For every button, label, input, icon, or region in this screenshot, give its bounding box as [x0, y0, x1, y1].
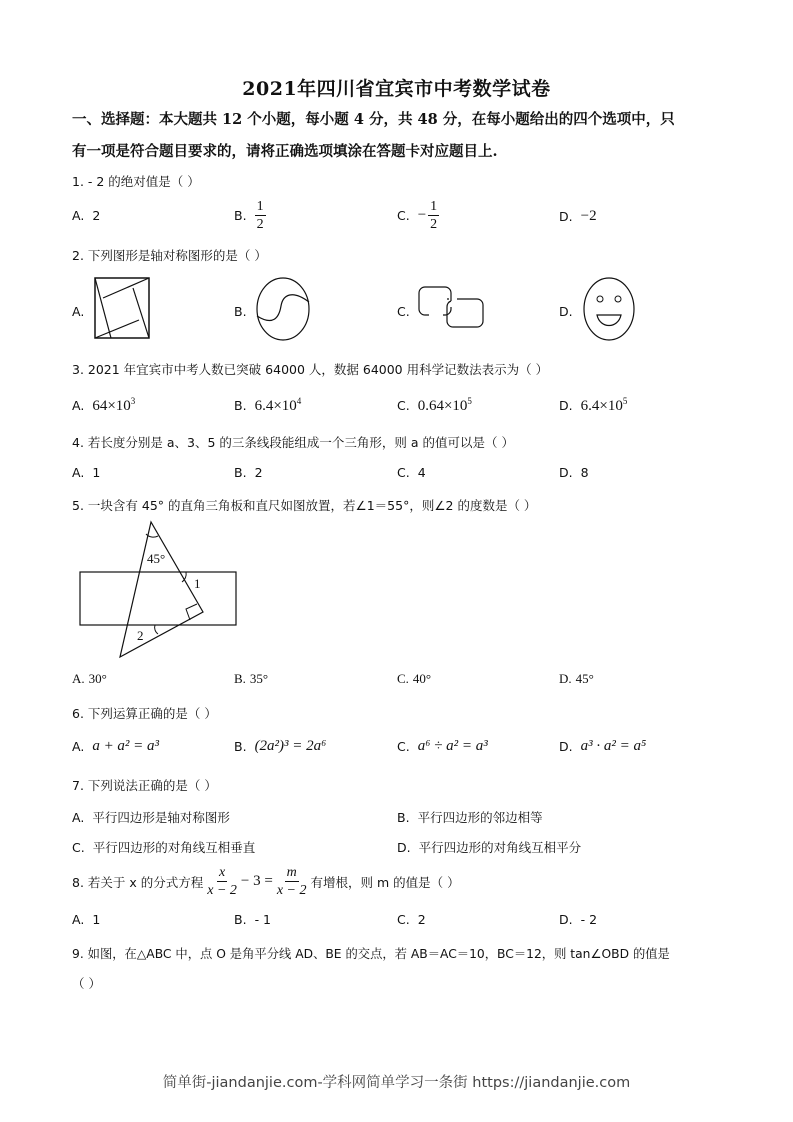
q6-option-d [559, 738, 646, 755]
stem-middle: − 3 = [240, 873, 273, 889]
option-label: B. [234, 208, 247, 223]
q5-option-a [72, 671, 107, 687]
q1-option-a [72, 208, 100, 223]
yin-yang-circle-figure [255, 276, 311, 342]
fraction-left [207, 864, 237, 899]
option-label: D. [559, 209, 573, 224]
question-3-stem: 3. 2021 年宜宾市中考人数已突破 64000 人，数据 64000 用科学记数法表示为（ ） [72, 362, 549, 377]
option-base: 6.4×10 [580, 398, 623, 414]
option-label: D. [559, 912, 573, 927]
question-1-stem: 1. - 2 的绝对值是（ ） [72, 174, 200, 189]
option-label: B. [234, 912, 247, 927]
option-label: C. [397, 671, 409, 686]
triangle-ruler-figure [78, 520, 240, 665]
q6-option-b [234, 738, 326, 755]
option-value: (2a²)³ = 2a⁶ [254, 738, 327, 754]
page-title: 2021年四川省宜宾市中考数学试卷 [242, 78, 551, 100]
square-pinwheel-figure [93, 276, 153, 340]
option-value: 2 [417, 912, 426, 927]
section-heading-line2: 有一项是符合题目要求的，请将正确选项填涂在答题卡对应题目上. [72, 143, 498, 160]
q8-option-a [72, 912, 100, 927]
option-exponent: 5 [467, 396, 472, 406]
q4-option-c [397, 465, 426, 480]
denominator: 2 [430, 217, 438, 232]
question-5-stem: 5. 一块含有 45° 的直角三角板和直尺如图放置，若∠1＝55°，则∠2 的度数是（ ） [72, 498, 537, 513]
option-value: 2 [92, 208, 101, 223]
option-label: D. [397, 839, 411, 855]
fraction [255, 198, 266, 233]
q7-option-a [72, 808, 230, 826]
q1-option-b [234, 198, 266, 233]
option-exponent: 5 [622, 396, 628, 406]
option-value: 8 [580, 465, 589, 480]
section-heading-line1: 一、选择题：本大题共 12 个小题，每小题 4 分，共 48 分，在每小题给出的四个选项中，只 [72, 111, 675, 128]
option-value: 1 [92, 912, 101, 927]
q8-option-b [234, 912, 271, 927]
option-base: 64×10 [92, 398, 131, 414]
q6-option-a [72, 738, 159, 755]
fraction-right [277, 864, 307, 899]
option-label: D. [559, 398, 573, 413]
option-label: C. [72, 839, 85, 855]
option-value: 2 [254, 465, 263, 480]
option-label: D. [559, 739, 573, 754]
option-label: A. [72, 465, 85, 480]
stem-prefix: 8. 若关于 x 的分式方程 [72, 874, 204, 890]
option-base: 0.64×10 [417, 398, 468, 414]
q2-option-d-label: D. [559, 304, 573, 319]
option-label: C. [397, 465, 410, 480]
option-label: B. [234, 739, 247, 754]
question-6-stem: 6. 下列运算正确的是（ ） [72, 706, 217, 721]
option-label: A. [72, 912, 85, 927]
option-value: 30° [88, 671, 107, 686]
q1-option-d [559, 208, 597, 225]
option-value: 平行四边形是轴对称图形 [92, 810, 230, 825]
option-value: 平行四边形的对角线互相平分 [418, 840, 582, 855]
angle-45-label: 45° [147, 551, 166, 566]
angle-2-label: 2 [137, 628, 144, 643]
q4-option-d [559, 465, 589, 480]
option-value: 1 [92, 465, 101, 480]
q5-option-d [559, 671, 594, 687]
q5-option-c [397, 671, 431, 687]
question-9-stem-line2: （ ） [72, 976, 101, 991]
option-value: 35° [249, 671, 269, 686]
q4-option-b [234, 465, 263, 480]
option-value: −2 [580, 208, 597, 224]
numerator: m [286, 865, 297, 880]
fraction [428, 198, 439, 233]
q7-option-d [397, 838, 581, 856]
option-label: B. [234, 671, 246, 686]
option-label: B. [234, 465, 247, 480]
option-label: A. [72, 739, 85, 754]
option-exponent: 3 [130, 396, 136, 406]
denominator: x − 2 [276, 883, 307, 898]
denominator: 2 [256, 217, 264, 232]
q3-option-b [234, 396, 301, 415]
option-value: a³ · a² = a⁵ [580, 738, 647, 754]
option-label: B. [234, 398, 247, 413]
question-9-stem: 9. 如图，在△ABC 中，点 O 是角平分线 AD、BE 的交点，若 AB＝AC＝10，BC＝12，则 tan∠OBD 的值是 [72, 947, 670, 961]
q8-option-d [559, 912, 597, 927]
option-value: - 1 [254, 912, 271, 927]
option-value: 45° [575, 671, 594, 686]
q2-option-a-label: A. [72, 304, 85, 319]
option-value: a + a² = a³ [92, 738, 160, 754]
q3-option-a [72, 396, 135, 415]
stem-suffix: 有增根，则 m 的值是（ ） [310, 874, 460, 890]
q3-option-d [559, 396, 627, 415]
option-label: C. [397, 739, 410, 754]
option-label: D. [559, 671, 572, 686]
numerator: 1 [256, 199, 264, 214]
option-label: C. [397, 398, 410, 413]
q6-option-c [397, 738, 488, 755]
option-exponent: 4 [296, 396, 302, 406]
option-label: D. [559, 465, 573, 480]
question-8-stem [72, 864, 460, 899]
option-label: A. [72, 208, 85, 223]
q5-option-b [234, 671, 268, 687]
smiley-face-figure [582, 276, 636, 342]
q4-option-a [72, 465, 100, 480]
option-label: A. [72, 671, 85, 686]
q2-option-c-label: C. [397, 304, 410, 319]
option-base: 6.4×10 [254, 398, 297, 414]
option-value: 平行四边形的邻边相等 [417, 810, 543, 825]
q7-option-c [72, 838, 255, 856]
section-heading [72, 104, 732, 168]
option-label: A. [72, 809, 85, 825]
option-value: a⁶ ÷ a² = a³ [417, 738, 488, 754]
question-2-stem: 2. 下列图形是轴对称图形的是（ ） [72, 248, 267, 263]
option-value: - 2 [580, 912, 598, 927]
minus-sign: − [417, 207, 427, 223]
question-4-stem: 4. 若长度分别是 a、3、5 的三条线段能组成一个三角形，则 a 的值可以是（ ） [72, 435, 514, 450]
option-value: 4 [417, 465, 426, 480]
q2-option-b-label: B. [234, 304, 247, 319]
footer-watermark: 简单街-jiandanjie.com-学科网简单学习一条街 https://jiandanjie.com [162, 1075, 631, 1091]
q1-option-c [397, 198, 439, 233]
numerator: x [218, 865, 226, 880]
option-label: C. [397, 912, 410, 927]
numerator: 1 [430, 199, 438, 214]
q3-option-c [397, 396, 472, 415]
option-value: 40° [412, 671, 432, 686]
q8-option-c [397, 912, 426, 927]
option-label: C. [397, 208, 410, 223]
question-7-stem: 7. 下列说法正确的是（ ） [72, 778, 217, 793]
angle-1-label: 1 [194, 576, 201, 591]
option-label: B. [397, 809, 410, 825]
option-value: 平行四边形的对角线互相垂直 [92, 840, 256, 855]
chain-links-figure [417, 285, 487, 331]
q7-option-b [397, 808, 543, 826]
denominator: x − 2 [207, 883, 237, 898]
option-label: A. [72, 398, 85, 413]
